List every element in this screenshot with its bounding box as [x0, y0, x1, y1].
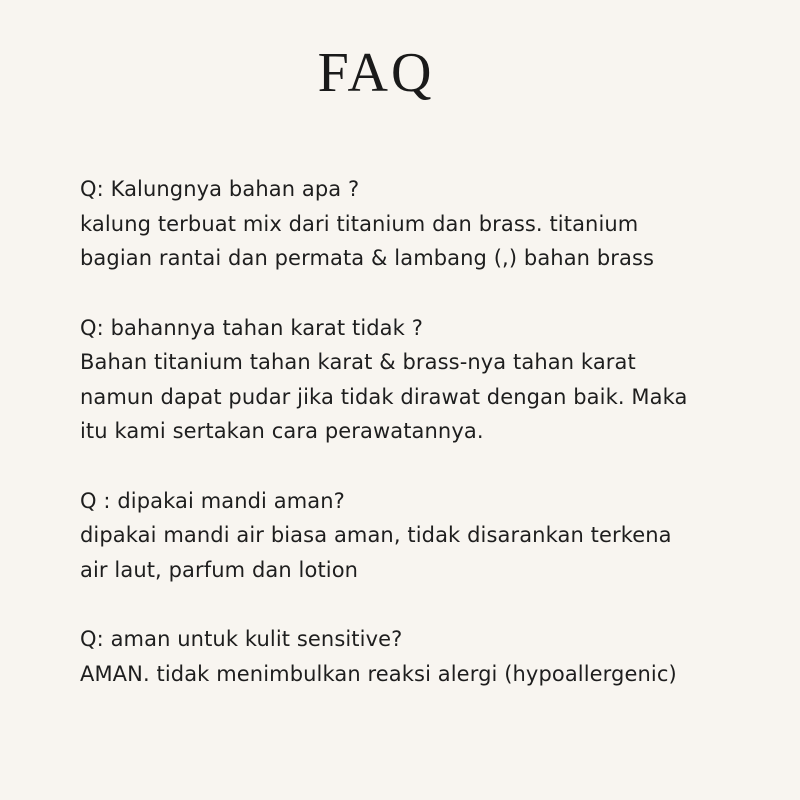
faq-answer-line: Bahan titanium tahan karat & brass-nya tahan karat	[80, 350, 636, 374]
faq-answer-line: AMAN. tidak menimbulkan reaksi alergi (hypoallergenic)	[80, 661, 677, 686]
faq-answer-line: bagian rantai dan permata & lambang (,) bahan brass	[80, 246, 655, 270]
faq-question: Q: aman untuk kulit sensitive?	[80, 627, 403, 651]
faq-item	[80, 484, 760, 588]
faq-answer-line: air laut, parfum dan lotion	[80, 557, 359, 582]
faq-item	[80, 311, 760, 449]
faq-item	[80, 172, 760, 276]
faq-question: Q : dipakai mandi aman?	[80, 488, 345, 513]
faq-answer-line: namun dapat pudar jika tidak dirawat dengan baik. Maka	[80, 384, 688, 409]
faq-answer-line: itu kami sertakan cara perawatannya.	[80, 419, 484, 443]
faq-question: Q: bahannya tahan karat tidak ?	[80, 315, 423, 340]
faq-item	[80, 622, 760, 691]
page-title: FAQ	[317, 42, 435, 104]
faq-answer-line: dipakai mandi air biasa aman, tidak disarankan terkena	[80, 523, 672, 547]
faq-question: Q: Kalungnya bahan apa ?	[80, 177, 360, 201]
faq-answer-line: kalung terbuat mix dari titanium dan brass. titanium	[80, 211, 639, 236]
faq-list	[80, 172, 760, 726]
